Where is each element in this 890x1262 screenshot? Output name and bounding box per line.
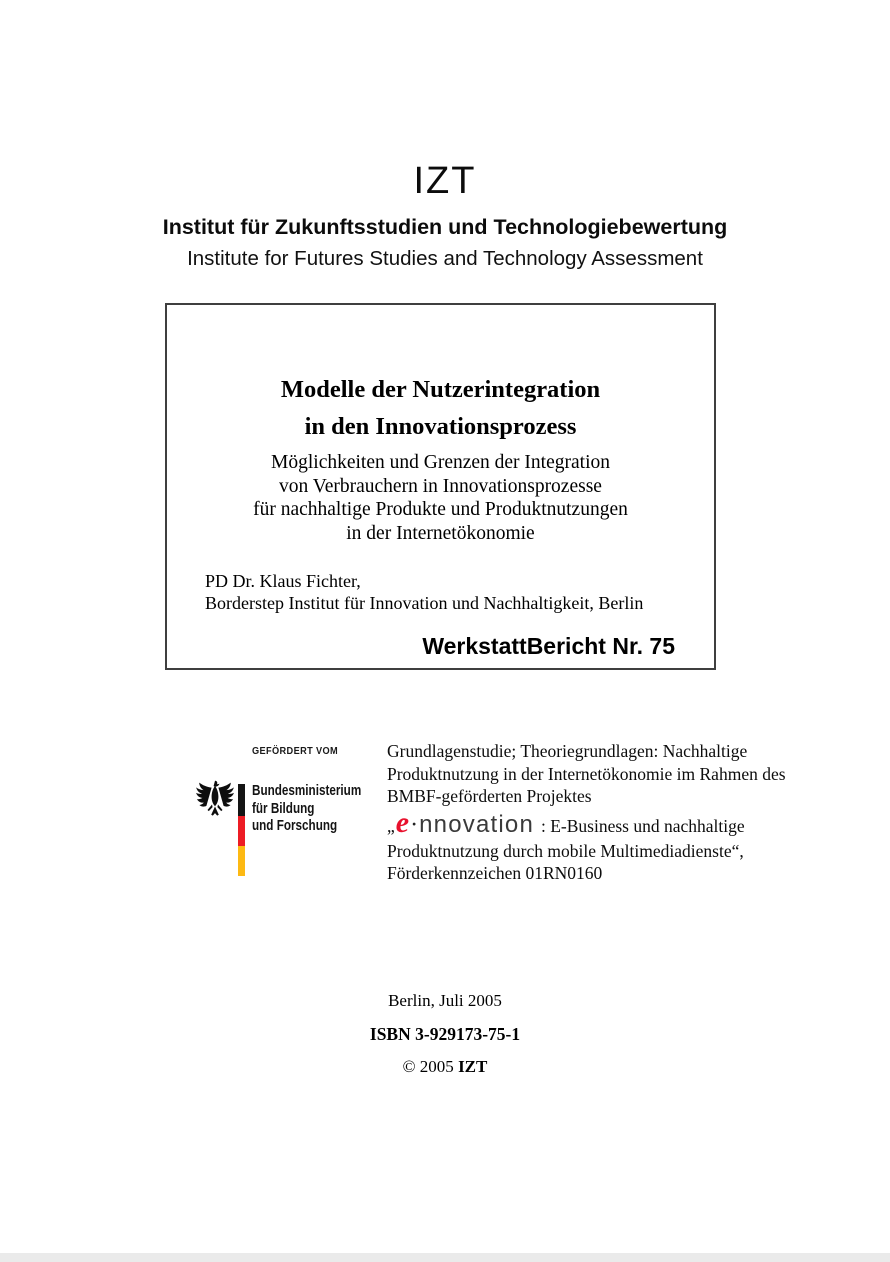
copyright-line — [0, 1057, 890, 1077]
note-line-1: Grundlagenstudie; Theoriegrundlagen: Nachhaltige — [387, 741, 748, 761]
funded-by-label: GEFÖRDERT VOM — [252, 746, 339, 757]
author-block — [205, 571, 643, 614]
federal-eagle-icon — [196, 779, 234, 823]
note-line-5: Förderkennzeichen 01RN0160 — [387, 863, 603, 883]
project-note — [387, 740, 807, 885]
institute-name-de: Institut für Zukunftsstudien und Technologiebewertung — [162, 215, 728, 239]
flag-red-segment — [238, 816, 245, 846]
note-line-3: BMBF-geförderten Projektes — [387, 786, 592, 806]
quote-open-mark: „ — [387, 815, 395, 836]
isbn: ISBN 3-929173-75-1 — [369, 1024, 521, 1044]
page-bottom-edge — [0, 1253, 890, 1262]
ministry-name-line-1: Bundesministerium — [252, 782, 362, 799]
report-subtitle — [167, 451, 714, 545]
institute-name-en: Institute for Futures Studies and Technology Assessment — [187, 247, 703, 270]
ennovation-logo-line — [387, 805, 807, 840]
title-box — [165, 303, 716, 670]
report-title — [167, 371, 714, 445]
note-line-4: Produktnutzung durch mobile Multimediadienste“, — [387, 840, 744, 861]
report-subtitle-line-4: in der Internetökonomie — [346, 522, 535, 544]
author-affiliation: Borderstep Institut für Innovation und Nachhaltigkeit, Berlin — [205, 592, 644, 613]
ministry-name-line-3: und Forschung — [252, 817, 338, 834]
ennovation-tail-text: : E-Business und nachhaltige — [541, 815, 745, 836]
place-date: Berlin, Juli 2005 — [388, 991, 502, 1010]
report-title-line-1: Modelle der Nutzerintegration — [280, 376, 601, 403]
ministry-name — [252, 782, 361, 835]
ennovation-wordmark: nnovation — [419, 810, 534, 838]
report-subtitle-line-2: von Verbrauchern in Innovationsprozesse — [279, 475, 602, 497]
report-subtitle-line-1: Möglichkeiten und Grenzen der Integration — [271, 452, 610, 473]
report-subtitle-line-3: für nachhaltige Produkte und Produktnutzungen — [253, 499, 628, 520]
series-label: WerkstattBericht Nr. 75 — [422, 633, 675, 659]
copyright-org: IZT — [458, 1057, 488, 1076]
author-name: PD Dr. Klaus Fichter, — [205, 571, 361, 591]
ennovation-dot-icon: · — [410, 811, 419, 838]
german-flag-stripe — [238, 784, 245, 876]
ennovation-e: e — [395, 805, 410, 839]
flag-black-segment — [238, 784, 245, 816]
note-line-2: Produktnutzung in der Internetökonomie im Rahmen des — [387, 763, 786, 784]
ministry-name-line-2: für Bildung — [252, 799, 315, 817]
report-title-line-2: in den Innovationsprozess — [304, 413, 577, 440]
flag-gold-segment — [238, 846, 245, 876]
copyright-prefix: © 2005 — [402, 1057, 459, 1076]
izt-acronym: IZT — [413, 160, 477, 202]
